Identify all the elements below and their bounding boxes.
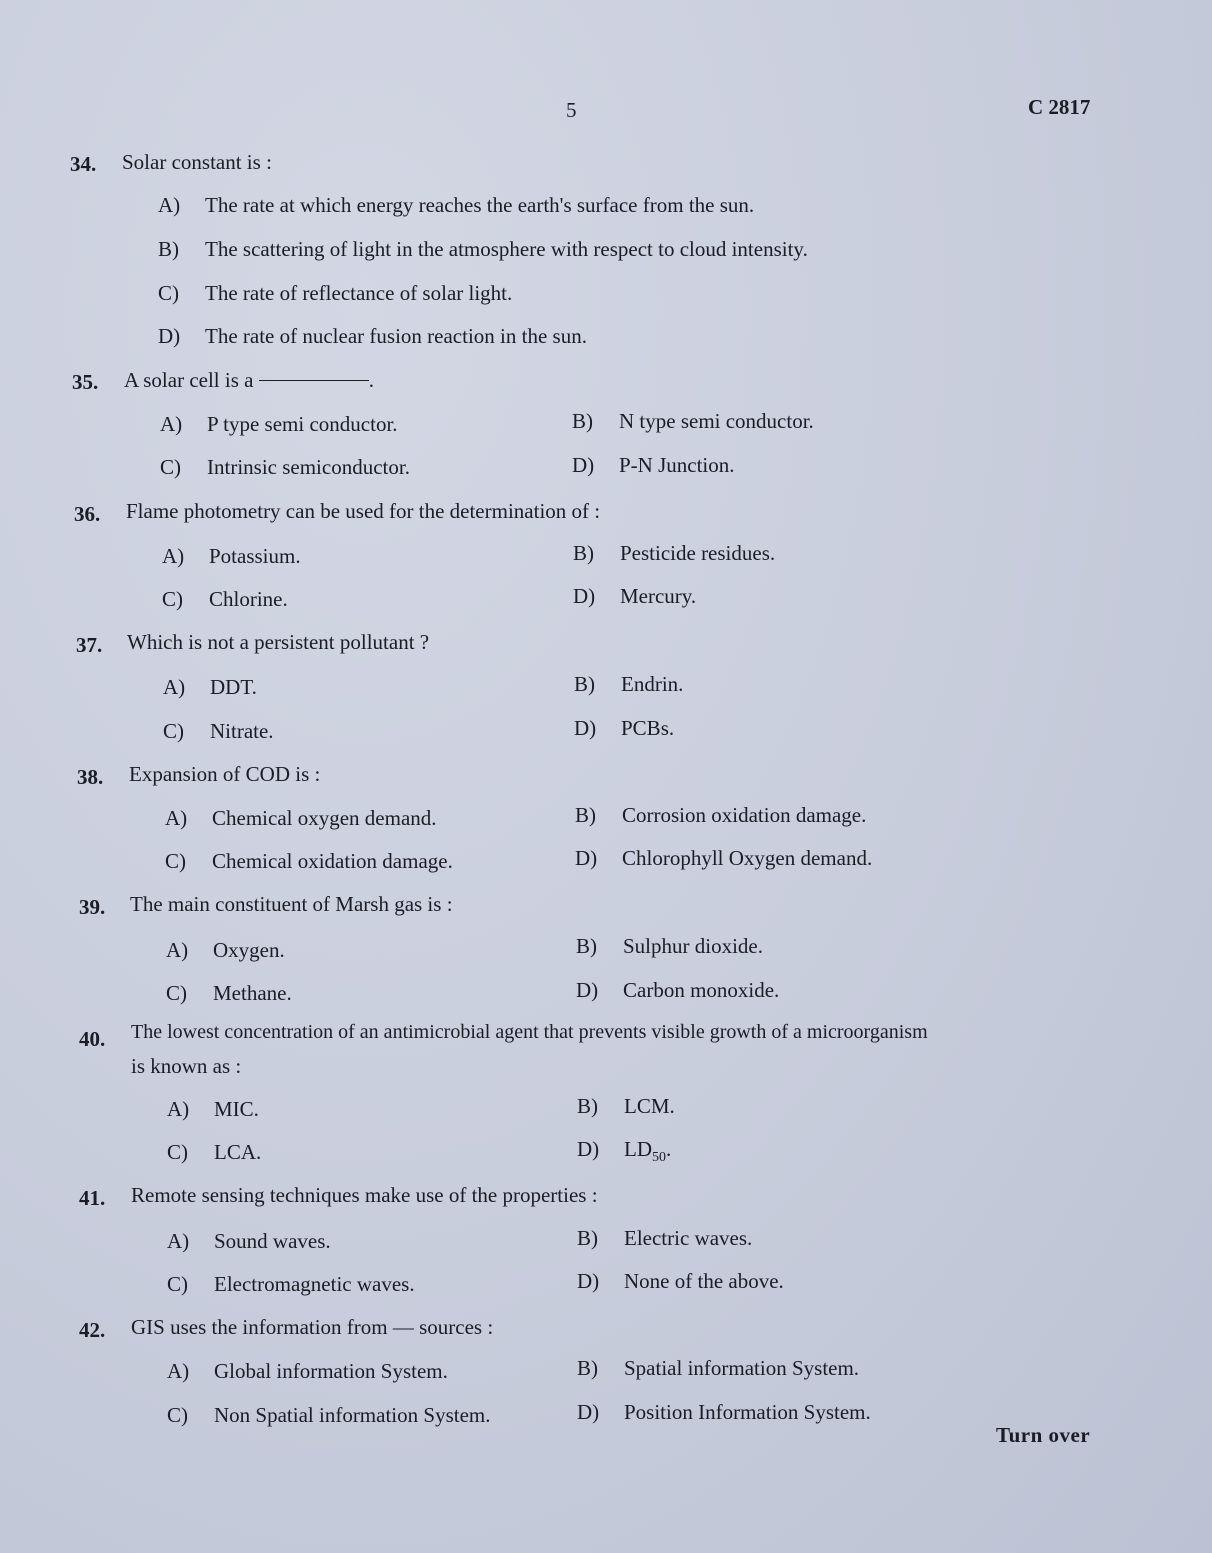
option-letter: B)	[577, 1356, 598, 1380]
option-text: Corrosion oxidation damage.	[622, 803, 867, 827]
question-text-after: .	[368, 368, 374, 392]
option-text: Pesticide residues.	[620, 541, 776, 565]
option-c	[166, 981, 292, 1006]
option-c	[167, 1403, 490, 1428]
question-text: GIS uses the information from — sources :	[131, 1315, 494, 1339]
option-suffix: .	[666, 1137, 672, 1161]
option-text: Global information System.	[214, 1359, 448, 1383]
option-letter: B)	[575, 803, 596, 827]
question-number: 42.	[79, 1318, 106, 1342]
option-letter: C)	[163, 719, 184, 743]
option-text: Mercury.	[620, 584, 697, 608]
option-text: The rate at which energy reaches the earth's surface from the sun.	[205, 193, 755, 217]
option-c	[162, 587, 288, 612]
option-c	[167, 1140, 261, 1165]
option-d	[572, 453, 735, 478]
question-number: 34.	[70, 152, 97, 176]
option-letter: A)	[158, 193, 181, 217]
option-letter: D)	[577, 1269, 600, 1293]
question-text-line2: is known as :	[131, 1054, 242, 1078]
option-a	[167, 1229, 331, 1254]
option-letter: D)	[573, 584, 596, 608]
option-text: P-N Junction.	[619, 453, 735, 477]
option-d	[577, 1400, 871, 1425]
question-number: 35.	[72, 370, 99, 394]
option-text: LCM.	[624, 1094, 675, 1118]
paper-code: C 2817	[1028, 95, 1091, 119]
option-letter: D)	[577, 1400, 600, 1424]
option-letter: A)	[165, 806, 188, 830]
option-d	[573, 584, 696, 609]
option-letter: C)	[166, 981, 187, 1005]
option-letter: A)	[167, 1097, 190, 1121]
option-d	[577, 1269, 784, 1294]
turn-over-note: Turn over	[996, 1423, 1091, 1447]
option-a	[167, 1097, 259, 1122]
question-number: 39.	[79, 895, 106, 919]
option-d	[158, 324, 587, 349]
option-letter: D)	[574, 716, 597, 740]
option-text: None of the above.	[624, 1269, 784, 1293]
option-a	[162, 544, 301, 569]
option-letter: A)	[166, 938, 189, 962]
option-letter: A)	[167, 1229, 190, 1253]
option-letter: B)	[158, 237, 179, 261]
option-text: Oxygen.	[213, 938, 285, 962]
option-letter: C)	[167, 1140, 188, 1164]
option-letter: C)	[167, 1272, 188, 1296]
option-text: Sulphur dioxide.	[623, 934, 763, 958]
option-a	[165, 806, 437, 831]
option-letter: A)	[163, 675, 186, 699]
option-text: Intrinsic semiconductor.	[207, 455, 410, 479]
option-letter: C)	[158, 281, 179, 305]
option-c	[163, 719, 274, 744]
option-letter: B)	[573, 541, 594, 565]
option-a	[167, 1359, 448, 1384]
option-letter: A)	[160, 412, 183, 436]
option-text: Methane.	[213, 981, 292, 1005]
question-text: Expansion of COD is :	[129, 762, 321, 786]
option-text: Non Spatial information System.	[214, 1403, 491, 1427]
option-letter: C)	[162, 587, 183, 611]
option-letter: D)	[572, 453, 595, 477]
question-number: 40.	[79, 1027, 106, 1051]
option-text: Sound waves.	[214, 1229, 331, 1253]
option-text: MIC.	[214, 1097, 259, 1121]
question-number: 36.	[74, 502, 101, 526]
question-text-line1: The lowest concentration of an antimicrobial agent that prevents visible growth of a microorganism	[131, 1021, 928, 1043]
option-text: Nitrate.	[210, 719, 274, 743]
option-letter: C)	[160, 455, 181, 479]
option-text: The rate of reflectance of solar light.	[205, 281, 513, 305]
option-d	[574, 716, 674, 741]
option-letter: D)	[577, 1137, 600, 1161]
option-letter: D)	[576, 978, 599, 1002]
option-letter: C)	[165, 849, 186, 873]
question-text-before: A solar cell is a	[124, 368, 254, 392]
option-b	[576, 934, 763, 959]
option-subscript: 50	[652, 1150, 666, 1166]
page-number: 5	[566, 98, 577, 122]
option-text: Chemical oxygen demand.	[212, 806, 437, 830]
option-b	[573, 541, 775, 566]
option-b	[572, 409, 814, 434]
option-c	[167, 1272, 415, 1297]
option-text: Chlorophyll Oxygen demand.	[622, 846, 873, 870]
option-text: P type semi conductor.	[207, 412, 398, 436]
option-b	[577, 1226, 752, 1251]
option-text: Spatial information System.	[624, 1356, 860, 1380]
option-letter: B)	[576, 934, 597, 958]
question-text: Solar constant is :	[122, 150, 272, 174]
option-c	[160, 455, 410, 480]
question-text: Flame photometry can be used for the determination of :	[126, 499, 601, 523]
option-b	[574, 672, 683, 697]
option-text: PCBs.	[621, 716, 675, 740]
option-a	[166, 938, 285, 963]
option-text: Chemical oxidation damage.	[212, 849, 453, 873]
question-number: 41.	[79, 1186, 106, 1210]
option-a	[160, 412, 398, 437]
question-text: Remote sensing techniques make use of the properties :	[131, 1183, 598, 1207]
option-c	[158, 281, 512, 306]
option-text: The rate of nuclear fusion reaction in the sun.	[205, 324, 587, 348]
option-text: Electromagnetic waves.	[214, 1272, 415, 1296]
option-text: Position Information System.	[624, 1400, 871, 1424]
option-b	[575, 803, 866, 828]
option-letter: B)	[574, 672, 595, 696]
question-number: 38.	[77, 765, 104, 789]
option-letter: D)	[158, 324, 181, 348]
option-text: Carbon monoxide.	[623, 978, 780, 1002]
option-text: Potassium.	[209, 544, 301, 568]
option-text: DDT.	[210, 675, 257, 699]
option-b	[577, 1094, 675, 1119]
option-text: The scattering of light in the atmosphere with respect to cloud intensity.	[205, 237, 808, 261]
option-text: Chlorine.	[209, 587, 288, 611]
option-letter: A)	[167, 1359, 190, 1383]
option-d	[575, 846, 872, 871]
option-text: LCA.	[214, 1140, 262, 1164]
option-b	[158, 237, 808, 262]
option-d	[577, 1137, 671, 1166]
question-text	[124, 368, 374, 393]
answer-blank	[259, 380, 369, 381]
option-d	[576, 978, 779, 1003]
option-c	[165, 849, 453, 874]
option-a	[163, 675, 257, 700]
option-b	[577, 1356, 859, 1381]
option-text: Electric waves.	[624, 1226, 753, 1250]
option-a	[158, 193, 754, 218]
option-letter: B)	[577, 1226, 598, 1250]
question-text: Which is not a persistent pollutant ?	[127, 630, 430, 654]
option-text: LD	[624, 1137, 652, 1161]
option-letter: C)	[167, 1403, 188, 1427]
option-text: Endrin.	[621, 672, 684, 696]
question-text: The main constituent of Marsh gas is :	[130, 892, 453, 916]
option-letter: A)	[162, 544, 185, 568]
option-letter: B)	[572, 409, 593, 433]
option-letter: B)	[577, 1094, 598, 1118]
option-letter: D)	[575, 846, 598, 870]
question-number: 37.	[76, 633, 103, 657]
option-text: N type semi conductor.	[619, 409, 814, 433]
